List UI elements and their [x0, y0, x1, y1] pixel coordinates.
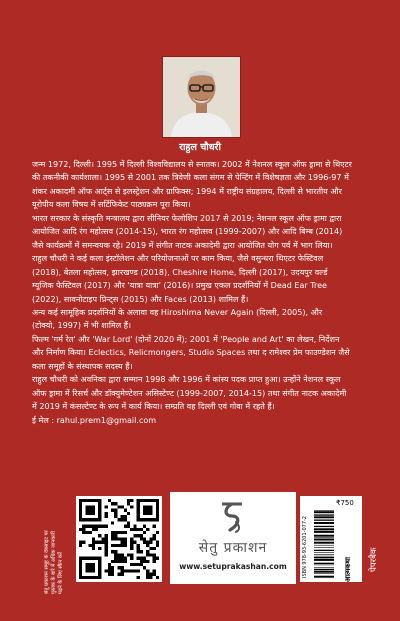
bio-paragraph-email — [32, 414, 366, 427]
category-text: आत्मकथा — [344, 557, 352, 582]
bio-paragraph-films — [32, 333, 366, 373]
qr-code-icon[interactable] — [76, 496, 162, 582]
bio-line: (2018), बेतला महोत्सव, झारखण्ड (2018), Cheshire Home, दिल्ली (2017), उदयपुर वर्ल्ड — [32, 267, 328, 277]
bio-line: भारत सरकार के संस्कृति मन्त्रालय द्वारा सीनियर फेलोशिप 2017 से 2019; नेशनल स्कूल ऑफ ड्रामा द्वारा — [32, 213, 342, 223]
price-label: ₹750 — [336, 499, 354, 507]
bio-line: राहुल चौधरी को अवनिका द्वारा सम्मान 1998 और 1996 में कांस्य पदक प्राप्त हुआ। उन्होंने नेशनल स्कूल — [32, 375, 341, 385]
bio-line: की तकनीकी कार्यशाला। 1995 से 2001 तक त्रिवेणी कला संगम से पेन्टिंग में विशेषज्ञता और 1996-97 में — [32, 173, 349, 183]
bio-line: शंकर अकादमी ऑफ आर्ट्स से इलस्ट्रेशन और ग्राफिक्स; 1994 में राष्ट्रीय संग्रहालय, दिल्ली से भारतीय और — [32, 186, 342, 196]
bio-line: राहुल चौधरी ने कई कला इंस्टॉलेशन और परियोजनाओं पर काम किया, जैसे वसुन्धरा थिएटर फेस्टिवल — [32, 254, 324, 264]
author-photo — [162, 56, 241, 138]
isbn-label — [302, 512, 314, 578]
qr-caption-line: सेतु प्रकाशन समूह के वेबसाइट पर — [44, 530, 50, 594]
bio-line: कला समूहों के संस्थापक सदस्य हैं। — [32, 361, 133, 371]
publisher-logo[interactable] — [170, 492, 296, 584]
bio-paragraph-awards — [32, 373, 366, 413]
publisher-url[interactable]: www.setuprakashan.com — [179, 562, 287, 571]
bio-paragraph-installations — [32, 252, 366, 306]
bio-line: ऑफ ड्रामा में रिसर्च और डॉक्युमेण्टेशन असिस्टेण्ट (1999-2007, 2014-15) तथा संगीत नाटक अकादेमी — [32, 388, 347, 398]
binding-label — [366, 500, 386, 580]
category-label — [344, 546, 358, 582]
qr-caption-line: पढ़ने के लिए स्कैन करें — [58, 551, 64, 594]
bio-line: (टोक्यो, 1997) में भी शामिल हैं। — [32, 321, 132, 331]
bio-line: में 2019 में कंसल्टेण्ट के रूप में कार्य किया। सम्प्रति वह दिल्ली एवं गोवा में रहते हैं। — [32, 402, 275, 412]
bio-line: (2022), सावनोटाइप प्रिन्ट्स (2015) और Faces (2013) शामिल हैं। — [32, 294, 249, 304]
bio-paragraph-fellowship — [32, 212, 366, 252]
author-bio — [32, 158, 366, 427]
isbn-text: ISBN 978-93-6201-077-2 — [302, 516, 308, 578]
bio-line: फिल्म 'गर्म रेत' और 'War Lord' (दोनों 2020 में); 2001 में 'People and Art' का लेखन, निर्देशन — [32, 334, 340, 344]
bio-line: अन्य कई सामूहिक प्रदर्शनियों के अलावा वह Hiroshima Never Again (दिल्ली, 2005), और — [32, 307, 323, 317]
author-name: राहुल चौधरी — [179, 142, 221, 153]
publisher-name: सेतु प्रकाशन — [198, 540, 268, 556]
bio-line: म्यूजिक फेस्टिवल (2017) और 'यात्रा यात्रा' (2016)। प्रमुख एकल प्रदर्शनियों में Dead Ear Tree — [32, 281, 328, 291]
qr-caption-line: पुस्तक के बारे में अधिक जानकारी — [51, 530, 57, 594]
bio-line: और निर्माण किया। Eclectics, Relicmongers, Studio Spaces तथा द रामेश्वर प्रेम फाउण्डेशन जैसे — [32, 348, 350, 358]
bio-paragraph-education — [32, 158, 366, 212]
qr-caption — [44, 494, 74, 594]
binding-text: पेपरबैक — [369, 547, 379, 572]
setu-logo-icon — [218, 500, 246, 534]
bio-line: जैसे कार्यक्रमों में समन्वयक रहे। 2019 में संगीत नाटक अकादेमी द्वारा आयोजित योग पर्व में भाग लिया। — [32, 240, 333, 250]
bio-line: यूरोपीय कला विषय में सर्टिफिकेट पाठ्यक्रम पूरा किया। — [32, 200, 191, 210]
bio-line: आयोजित आदि रंग महोत्सव (2014-15), भारत रंग महोत्सव (1999-2007) और आदि बिम्ब (2014) — [32, 227, 343, 237]
bio-line: जन्म 1972, दिल्ली। 1995 में दिल्ली विश्वविद्यालय से स्नातक। 2002 में नेशनल स्कूल ऑफ ड्रामा से थिएटर — [32, 160, 352, 169]
email-text: ई मेल : rahul.prem1@gmail.com — [32, 415, 157, 425]
bio-paragraph-exhibitions — [32, 306, 366, 333]
